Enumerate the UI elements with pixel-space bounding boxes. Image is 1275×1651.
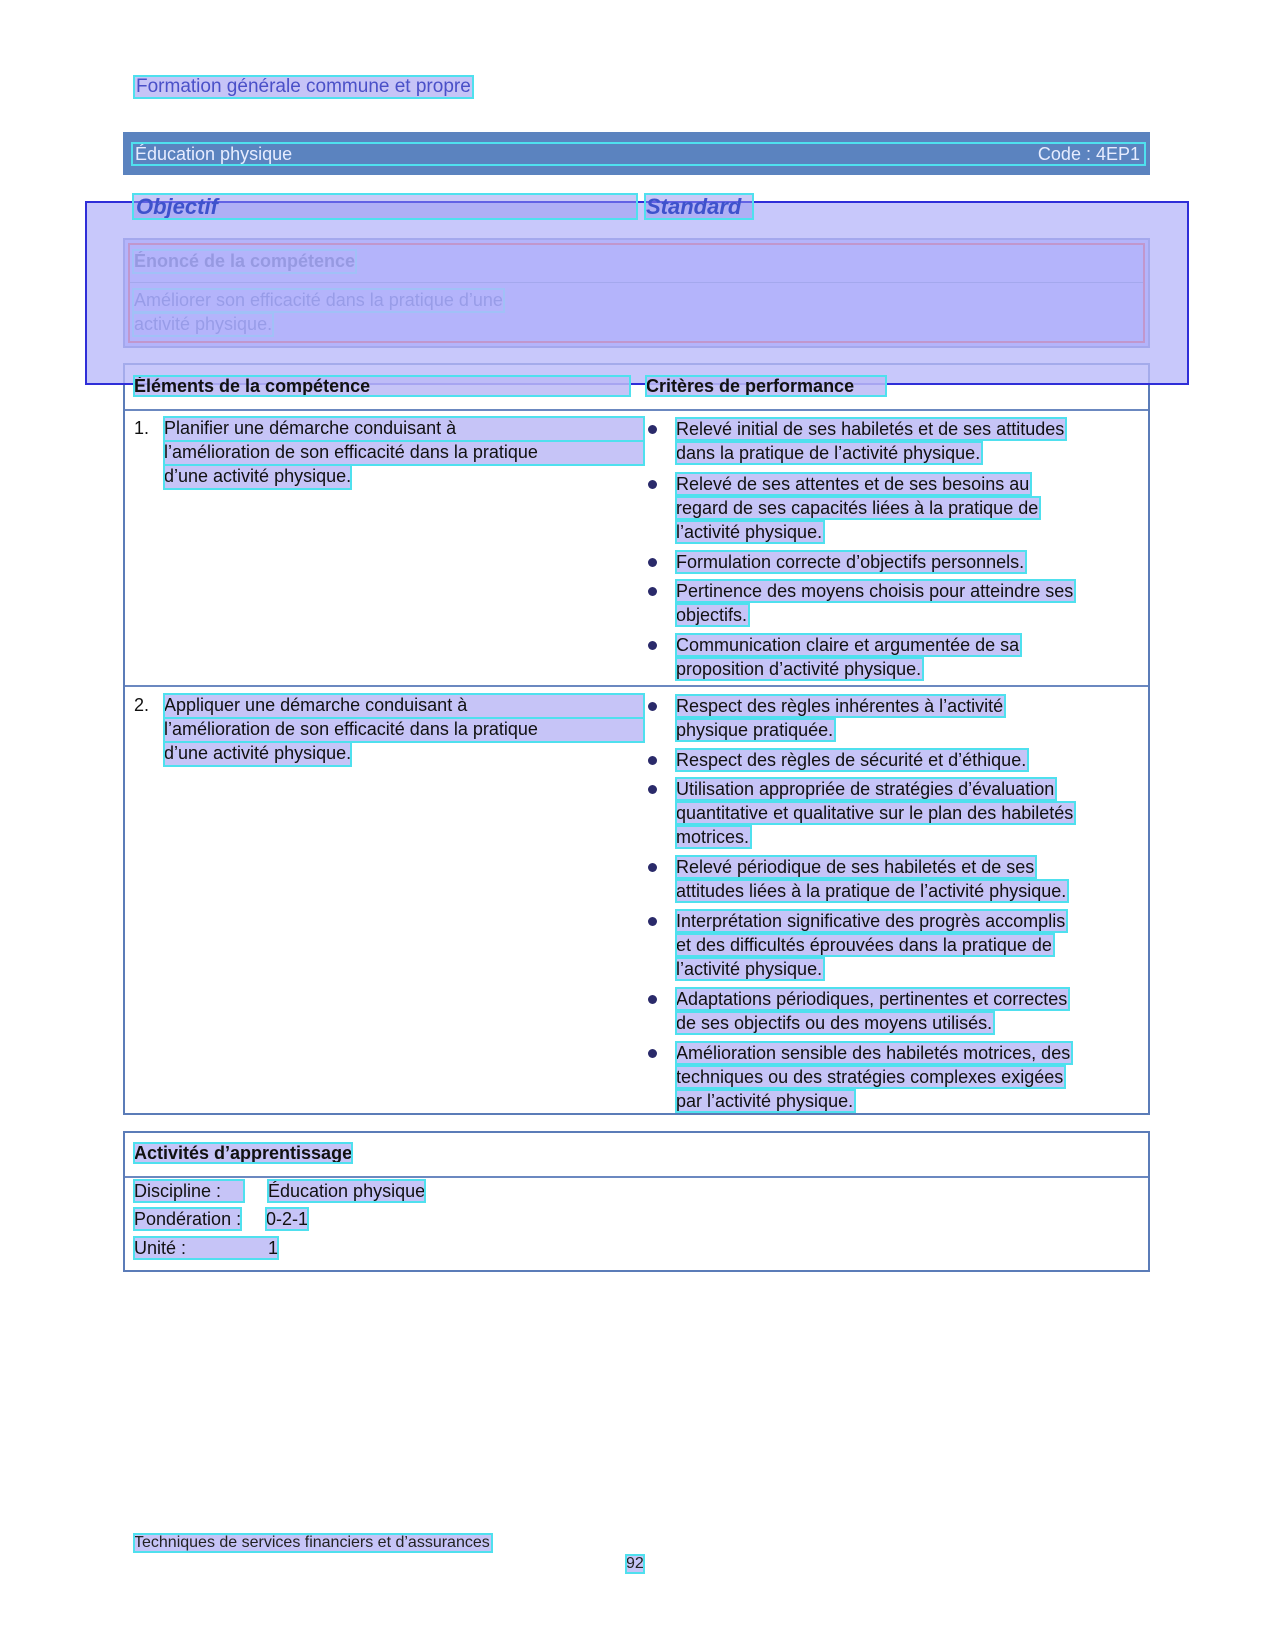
criterion-line: Relevé périodique de ses habiletés et de ses	[676, 857, 1035, 877]
course-code: Code : 4EP1	[1037, 144, 1140, 164]
table-divider	[125, 1176, 1148, 1178]
bullet-icon	[648, 558, 657, 567]
criterion-line: de ses objectifs ou des moyens utilisés.	[676, 1013, 993, 1033]
criterion-line: Formulation correcte d’objectifs personnels.	[676, 552, 1025, 572]
discipline-label: Discipline :	[134, 1180, 244, 1202]
element-text-line: d’une activité physique.	[164, 742, 351, 766]
element-text-line: Planifier une démarche conduisant à	[164, 417, 644, 441]
criterion-line: Respect des règles de sécurité et d’éthique.	[676, 750, 1027, 770]
discipline-value: Éducation physique	[268, 1181, 426, 1201]
element-number: 1.	[134, 418, 150, 438]
activities-heading: Activités d’apprentissage	[134, 1143, 353, 1163]
bullet-icon	[648, 756, 657, 765]
bullet-icon	[648, 702, 657, 711]
bullet-icon	[648, 1049, 657, 1058]
section-title: Formation générale commune et propre	[136, 76, 471, 97]
objectif-label: Objectif	[134, 195, 636, 218]
criterion-line: Utilisation appropriée de stratégies d’évaluation	[676, 779, 1055, 799]
unite-label: Unité :	[134, 1237, 278, 1259]
criterion-line: regard de ses capacités liées à la pratique de	[676, 498, 1039, 518]
bullet-icon	[648, 917, 657, 926]
bullet-icon	[648, 995, 657, 1004]
criterion-line: proposition d’activité physique.	[676, 659, 922, 679]
element-text-line: l’amélioration de son efficacité dans la pratique	[164, 441, 644, 465]
criterion-line: dans la pratique de l’activité physique.	[676, 443, 981, 463]
criterion-line: par l’activité physique.	[676, 1091, 854, 1111]
standard-label: Standard	[646, 195, 752, 218]
page-number: 92	[626, 1555, 644, 1572]
criterion-line: Communication claire et argumentée de sa	[676, 635, 1020, 655]
col-header-elements: Éléments de la compétence	[134, 376, 630, 396]
criterion-line: Interprétation significative des progrès accomplis	[676, 911, 1066, 931]
criterion-line: Adaptations périodiques, pertinentes et correctes	[676, 989, 1068, 1009]
criterion-line: l’activité physique.	[676, 959, 823, 979]
ponderation-value: 0-2-1	[266, 1209, 309, 1229]
criterion-line: Pertinence des moyens choisis pour atteindre ses	[676, 581, 1074, 601]
element-text-line: Appliquer une démarche conduisant à	[164, 694, 644, 718]
bullet-icon	[648, 641, 657, 650]
criterion-line: techniques ou des stratégies complexes exigées	[676, 1067, 1064, 1087]
criterion-line: et des difficultés éprouvées dans la pratique de	[676, 935, 1052, 955]
bullet-icon	[648, 785, 657, 794]
bullet-icon	[648, 587, 657, 596]
criterion-line: objectifs.	[676, 605, 748, 625]
course-name: Éducation physique	[135, 144, 293, 164]
criterion-line: l’activité physique.	[676, 522, 823, 542]
criterion-line: Amélioration sensible des habiletés motrices, des	[676, 1043, 1071, 1063]
criterion-line: motrices.	[676, 827, 750, 847]
ponderation-label: Pondération :	[134, 1209, 242, 1229]
element-text-line: d’une activité physique.	[164, 465, 351, 489]
table-divider	[125, 409, 1148, 411]
bullet-icon	[648, 480, 657, 489]
element-number: 2.	[134, 695, 150, 715]
selection-overlay	[85, 201, 1189, 385]
bullet-icon	[648, 425, 657, 434]
table-divider	[125, 685, 1148, 687]
criterion-line: Relevé initial de ses habiletés et de ses attitudes	[676, 419, 1065, 439]
course-header-bar	[123, 132, 1150, 175]
unite-value: 1	[268, 1238, 279, 1258]
criterion-line: Respect des règles inhérentes à l’activité	[676, 696, 1004, 716]
criterion-line: physique pratiquée.	[676, 720, 834, 740]
criterion-line: quantitative et qualitative sur le plan des habiletés	[676, 803, 1074, 823]
element-text-line: l’amélioration de son efficacité dans la pratique	[164, 718, 644, 742]
criterion-line: Relevé de ses attentes et de ses besoins au	[676, 474, 1030, 494]
criterion-line: attitudes liées à la pratique de l’activité physique.	[676, 881, 1067, 901]
bullet-icon	[648, 863, 657, 872]
col-header-criteres: Critères de performance	[646, 376, 886, 396]
footer-program-name: Techniques de services financiers et d’assurances	[134, 1534, 490, 1551]
